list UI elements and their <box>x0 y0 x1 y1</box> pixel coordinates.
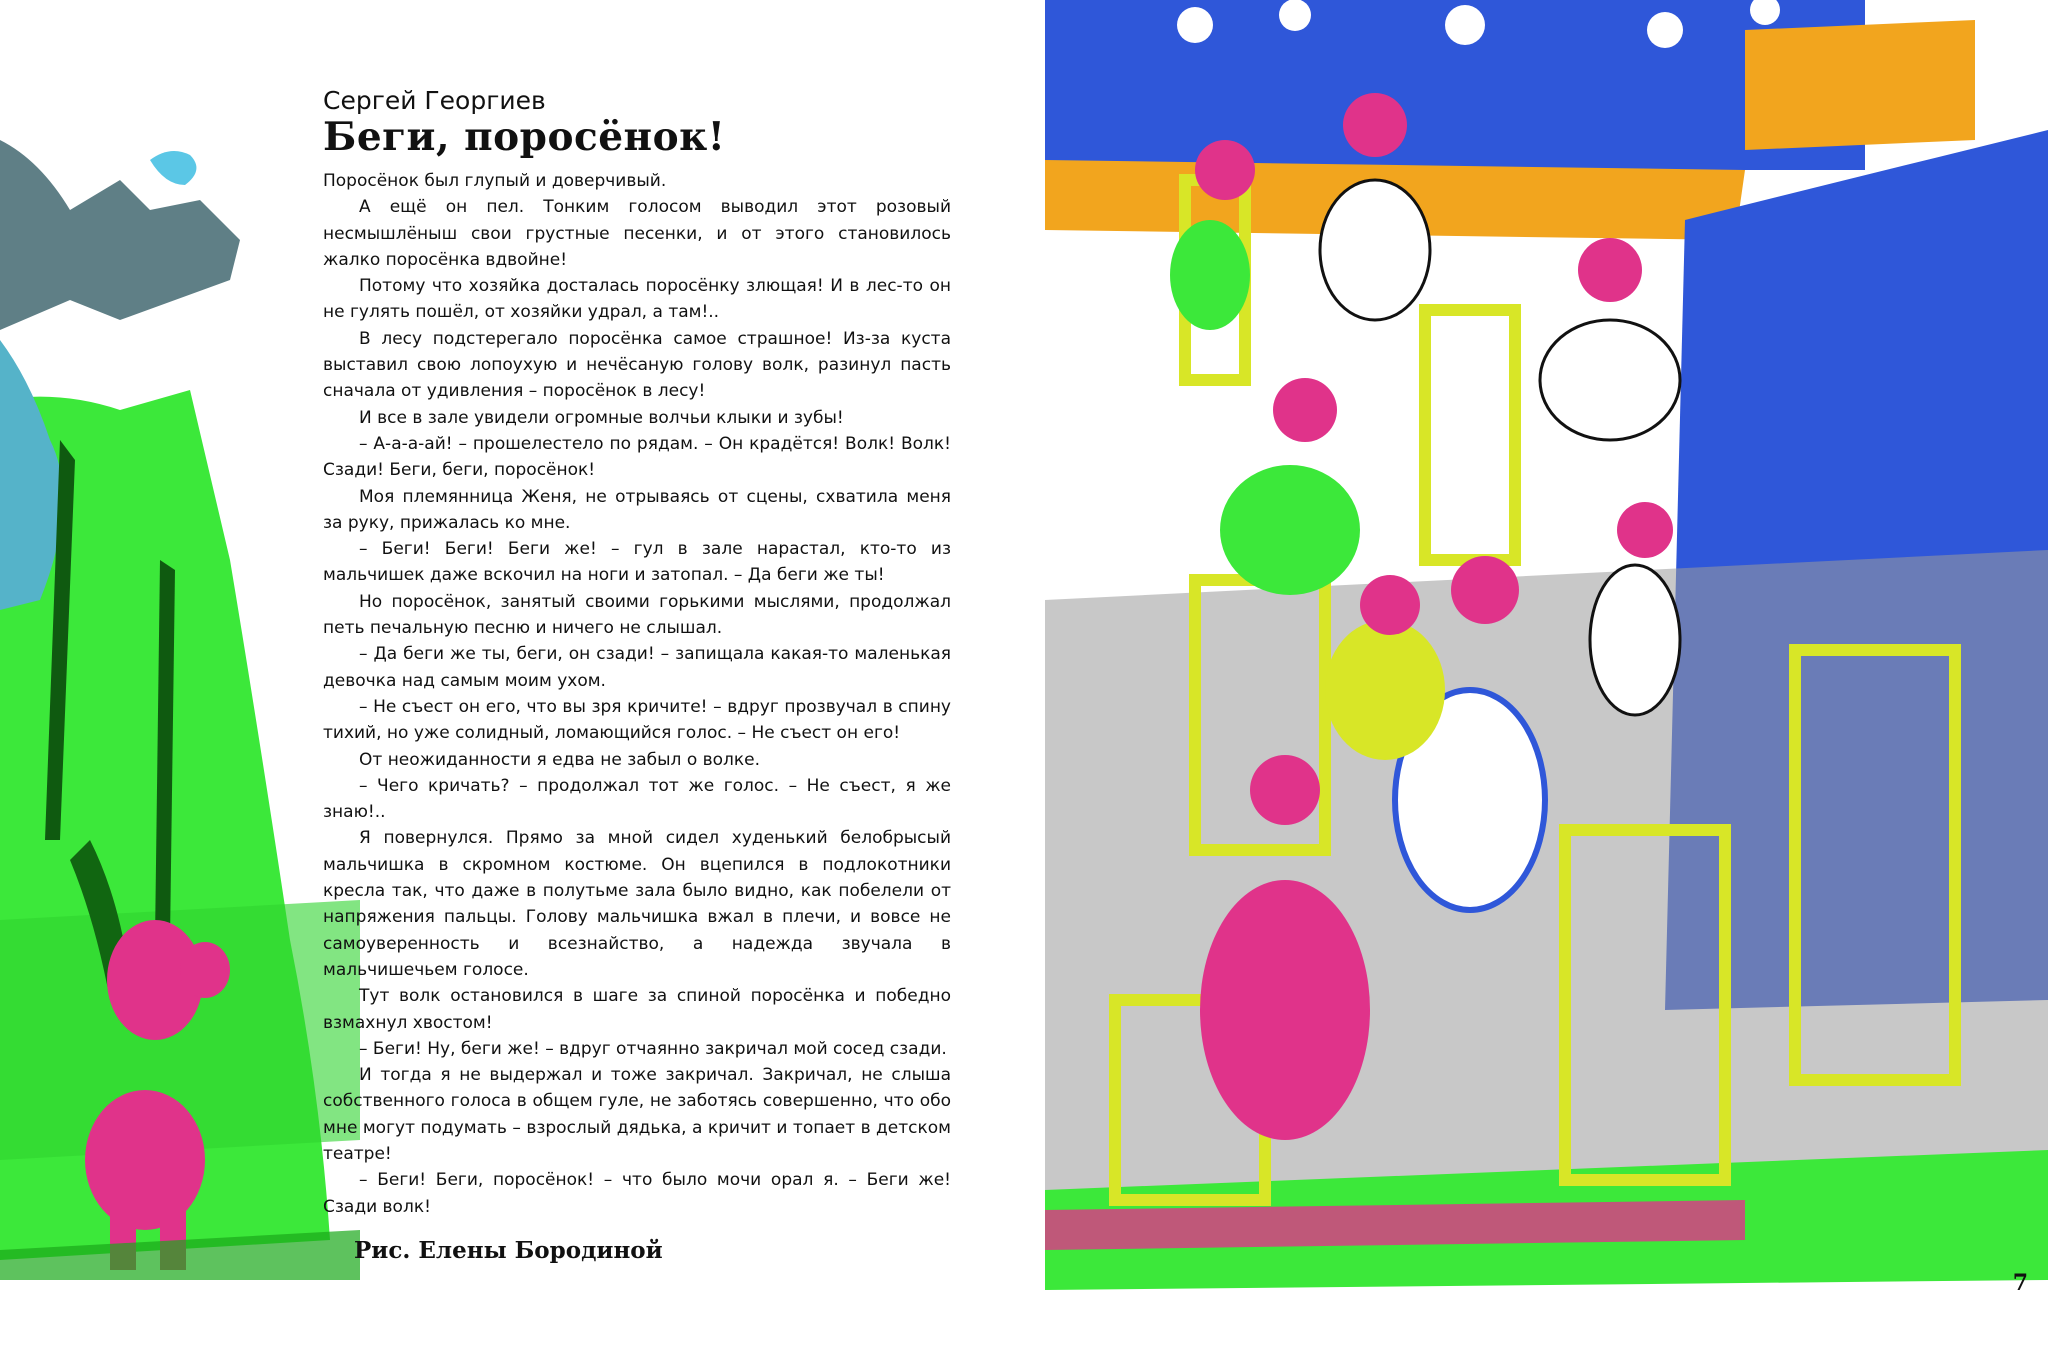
story-paragraph: – Беги! Беги, поросёнок! – что было мочи орал я. – Беги же! Сзади волк! <box>323 1170 951 1217</box>
story-paragraph: – Беги! Ну, беги же! – вдруг отчаянно закричал мой сосед сзади. <box>359 1038 947 1059</box>
story-paragraph: И тогда я не выдержал и тоже закричал. Закричал, не слыша собственного голоса в общем гуле, не заботясь совершенно, что обо мне могут подумать – взрослый дядька, а кричит и топает в детском театре! <box>323 1065 951 1164</box>
story-paragraph: И все в зале увидели огромные волчьи клыки и зубы! <box>359 407 844 428</box>
story-paragraph: – А-а-а-ай! – прошелестело по рядам. – Он крадётся! Волк! Волк! Сзади! Беги, беги, поросёнок! <box>323 433 951 481</box>
story-title: Беги, поросёнок! <box>323 114 726 160</box>
story-paragraph: – Да беги же ты, беги, он сзади! – запищала какая-то маленькая девочка над самым моим ухом. <box>323 644 951 691</box>
wolf-piglet-illustration <box>0 140 360 1280</box>
story-paragraph: От неожиданности я едва не забыл о волке. <box>359 749 761 770</box>
story-paragraph: Моя племянница Женя, не отрываясь от сцены, схватила меня за руку, прижалась ко мне. <box>323 486 951 533</box>
story-paragraph: Потому что хозяйка досталась поросёнку злющая! И в лес-то он не гулять пошёл, от хозяйки удрал, а там!.. <box>323 276 951 323</box>
page-number: 7 <box>2012 1270 2028 1296</box>
audience-illustration <box>1045 0 2048 1290</box>
story-paragraph: Но поросёнок, занятый своими горькими мыслями, продолжал петь печальную песню и ничего не слышал. <box>323 591 951 639</box>
story-paragraph: А ещё он пел. Тонким голосом выводил этот розовый несмышлёныш свои грустные песенки, и от этого становилось жалко поросёнка вдвойне! <box>323 197 951 270</box>
story-paragraph: Тут волк остановился в шаге за спиной поросёнка и победно взмахнул хвостом! <box>323 986 951 1033</box>
story-paragraph: В лесу подстерегало поросёнка самое страшное! Из-за куста выставил свою лопоухую и нечёсаную голову волк, разинул пасть сначала от удивления – поросёнок в лесу! <box>323 328 951 402</box>
illustrator-credit: Рис. Елены Бородиной <box>354 1237 663 1264</box>
author-name: Сергей Георгиев <box>323 86 546 115</box>
story-paragraph: – Не съест он его, что вы зря кричите! – вдруг прозвучал в спину тихий, но уже солидный, ломающийся голос. – Не съест он его! <box>323 696 951 744</box>
story-paragraph: – Чего кричать? – продолжал тот же голос. – Не съест, я же знаю!.. <box>323 775 951 823</box>
story-paragraph: – Беги! Беги! Беги же! – гул в зале нарастал, кто-то из мальчишек даже вскочил на ноги и затопал. – Да беги же ты! <box>323 539 951 586</box>
story-paragraph: Я повернулся. Прямо за мной сидел худенький белобрысый мальчишка в скромном костюме. Он вцепился в подлокотники кресла так, что даже в полутьме зала было видно, как побелели от напряжения пальцы. Голову мальчишка вжал в плечи, и вовсе не самоуверенность и всезнайство, а надежда звучала в мальчишечьем голосе. <box>323 828 951 980</box>
story-text <box>323 168 951 1220</box>
story-paragraph: Поросёнок был глупый и доверчивый. <box>323 171 667 191</box>
